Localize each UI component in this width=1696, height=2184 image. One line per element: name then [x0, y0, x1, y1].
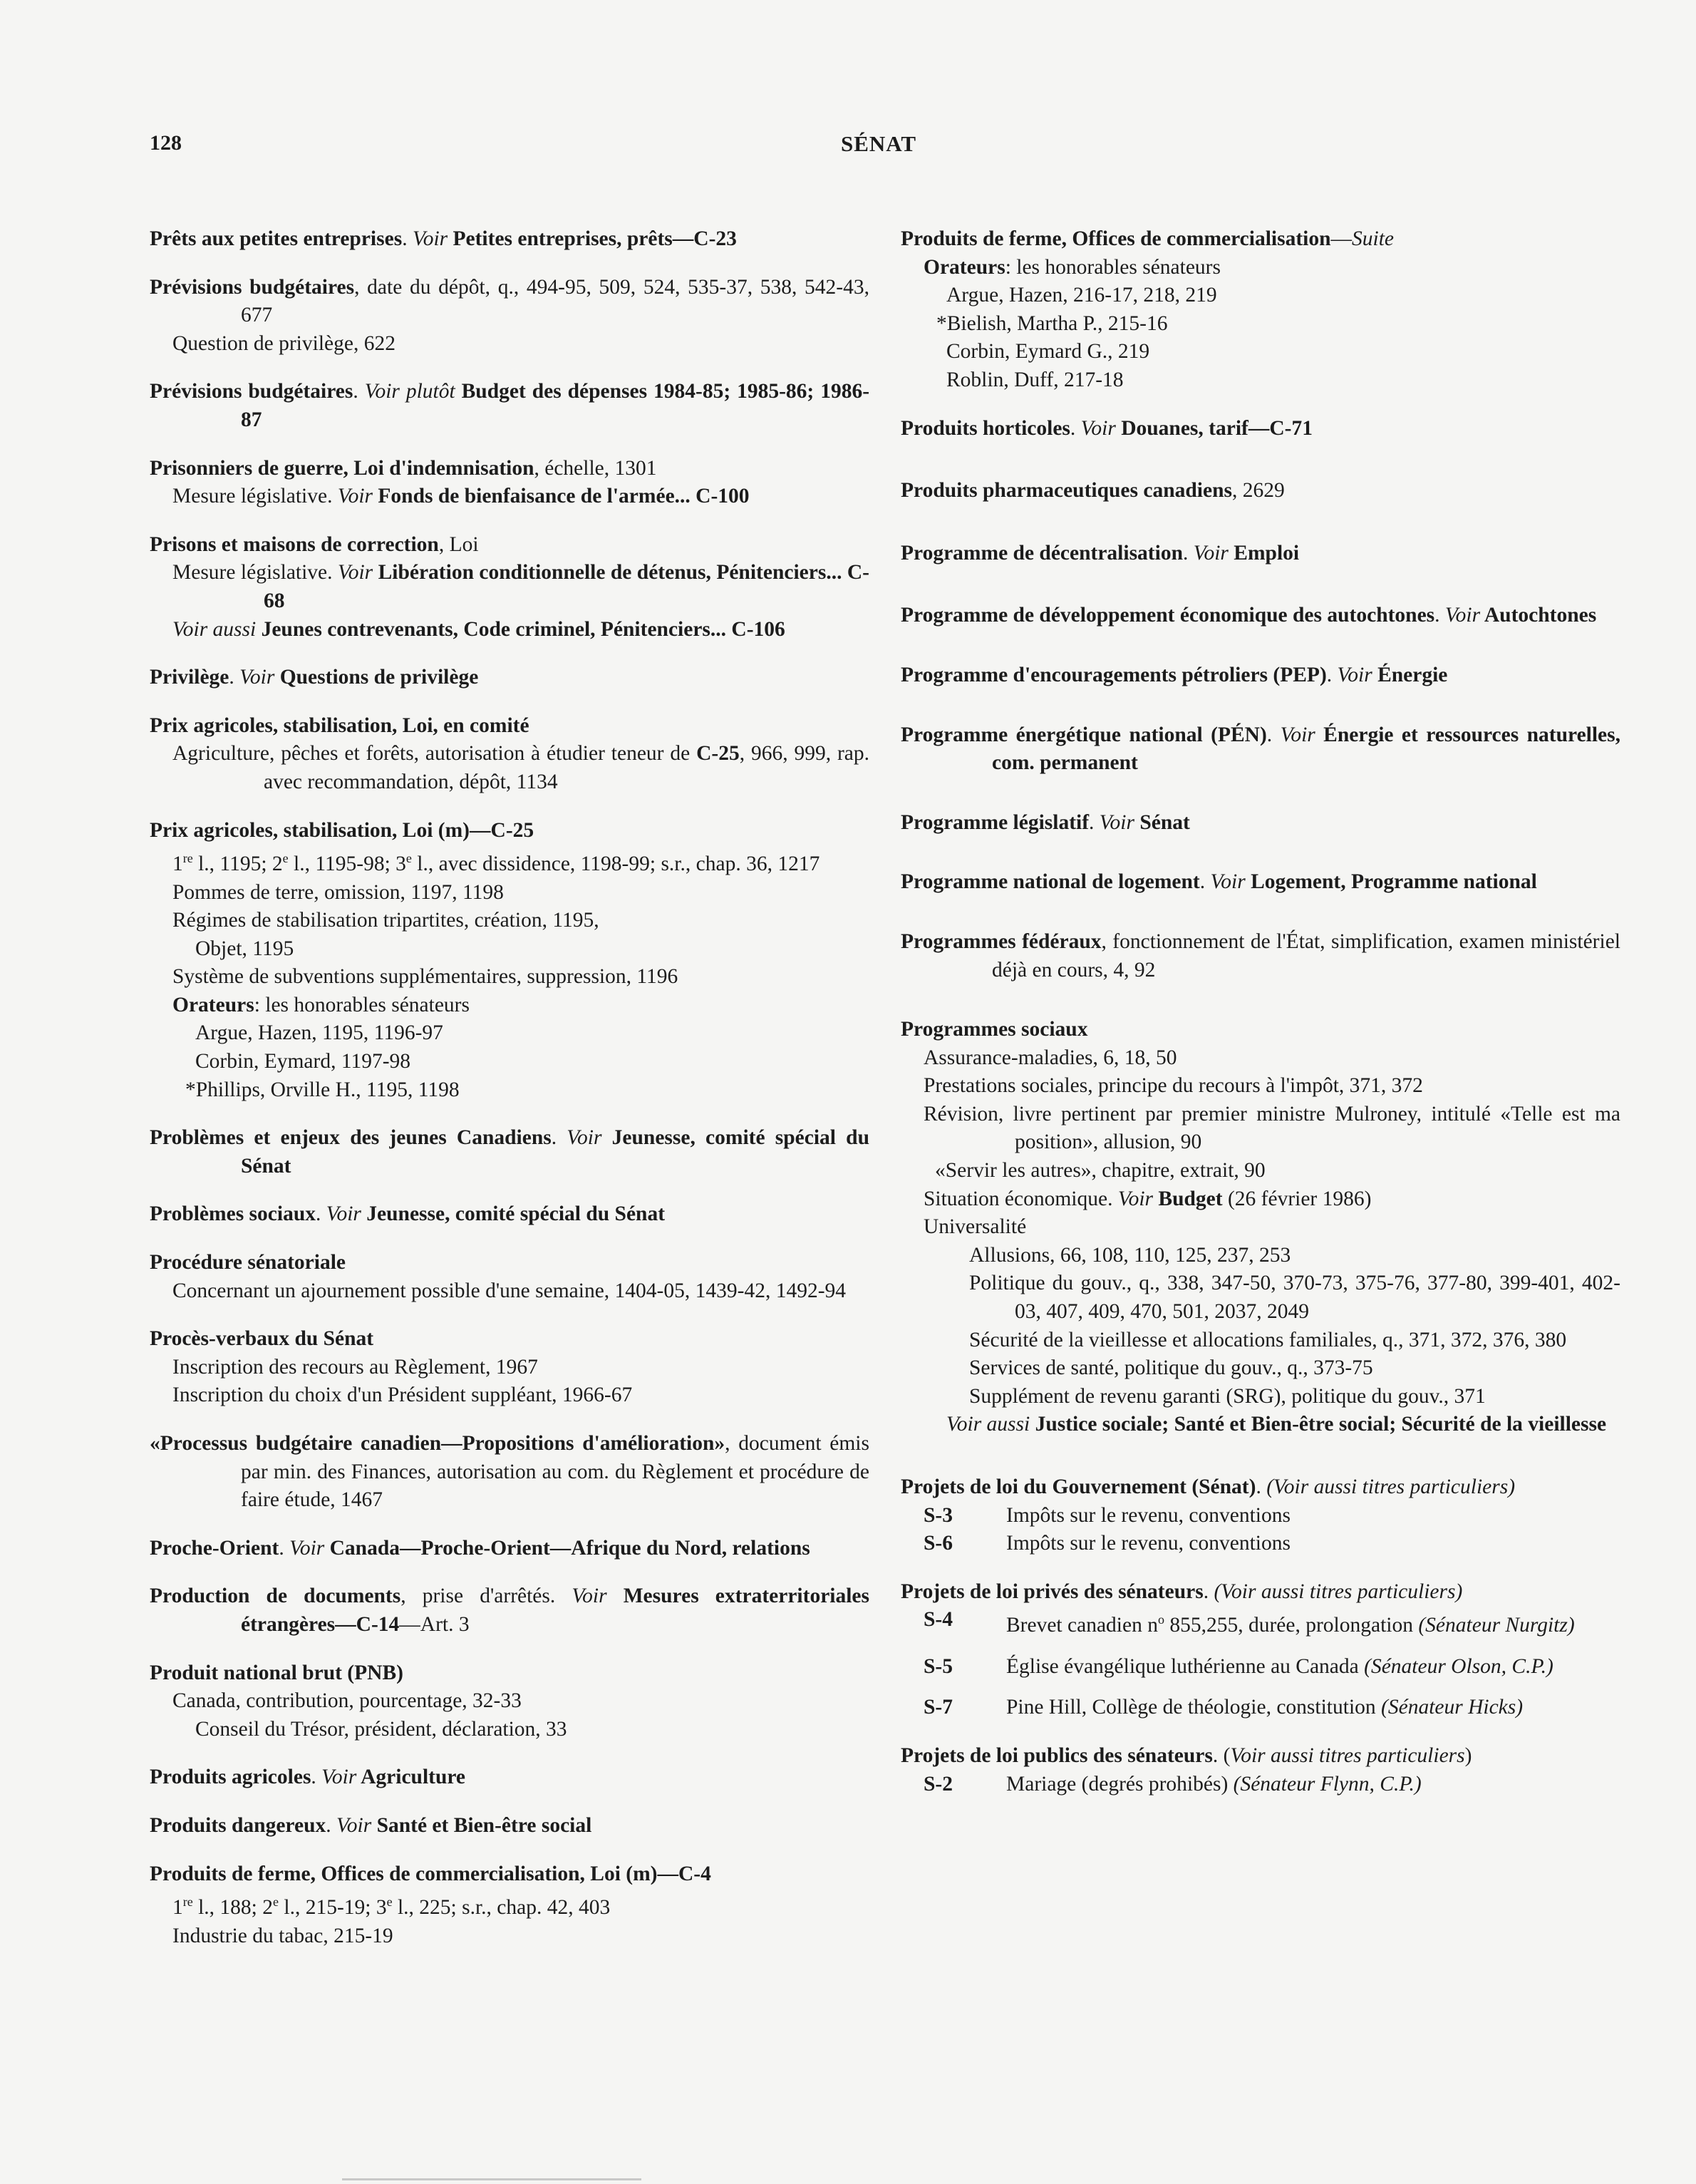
speaker: Argue, Hazen, 1195, 1196-97	[195, 1021, 443, 1045]
index-subentry: Orateurs: les honorables sénateurs	[924, 255, 1221, 279]
index-entry: Produits de ferme, Offices de commercialisation—Suite	[901, 227, 1395, 250]
index-entry: Prix agricoles, stabilisation, Loi, en comité	[150, 714, 529, 737]
page-edge-rule	[342, 2178, 641, 2180]
index-entry: Prisons et maisons de correction, Loi	[150, 532, 479, 556]
index-subentry: Pommes de terre, omission, 1197, 1198	[172, 880, 504, 904]
index-subentry: Situation économique. Voir Budget (26 février 1986)	[924, 1187, 1372, 1210]
index-entry: Prêts aux petites entreprises. Voir Petites entreprises, prêts—C-23	[150, 227, 737, 250]
right-column	[901, 225, 1620, 1798]
index-entry: Produit national brut (PNB)	[150, 1661, 403, 1684]
index-entry: «Processus budgétaire canadien—Propositions d'amélioration», document émis par min. des Finances, autorisation au com. du Règlement et procédure de faire étude, 1467	[150, 1432, 869, 1512]
index-subentry: Orateurs: les honorables sénateurs	[172, 993, 470, 1016]
index-subentry: «Servir les autres», chapitre, extrait, 90	[935, 1159, 1266, 1183]
index-entry: Prévisions budgétaires. Voir plutôt Budget des dépenses 1984-85; 1985-86; 1986-87	[150, 380, 870, 431]
index-subentry: Concernant un ajournement possible d'une semaine, 1404-05, 1439-42, 1492-94	[172, 1279, 847, 1302]
index-subentry: Politique du gouv., q., 338, 347-50, 370-73, 375-76, 377-80, 399-401, 402-03, 407, 409, 470, 501, 2037, 2049	[969, 1272, 1620, 1324]
index-entry: Programmes fédéraux, fonctionnement de l'État, simplification, examen ministériel déjà en cours, 4, 92	[901, 929, 1620, 982]
index-subentry: Allusions, 66, 108, 110, 125, 237, 253	[969, 1243, 1291, 1267]
index-entry: Problèmes et enjeux des jeunes Canadiens. Voir Jeunesse, comité spécial du Sénat	[150, 1126, 869, 1178]
index-subentry: Canada, contribution, pourcentage, 32-33	[172, 1689, 522, 1713]
index-subentry: Agriculture, pêches et forêts, autorisation à étudier teneur de C-25, 966, 999, rap. avec recommandation, dépôt, 1134	[172, 742, 869, 793]
index-subentry: Objet, 1195	[195, 937, 294, 960]
index-subentry: 1re l., 1195; 2e l., 1195-98; 3e l., avec dissidence, 1198-99; s.r., chap. 36, 1217	[172, 851, 820, 875]
index-entry: Procédure sénatoriale	[150, 1251, 346, 1274]
speaker: *Bielish, Martha P., 215-16	[936, 311, 1168, 335]
index-entry: Production de documents, prise d'arrêtés. Voir Mesures extraterritoriales étrangères—C-14—Art. 3	[150, 1585, 869, 1636]
index-entry: Produits de ferme, Offices de commercialisation, Loi (m)—C-4	[150, 1862, 711, 1885]
index-entry: Projets de loi du Gouvernement (Sénat). (Voir aussi titres particuliers)	[901, 1475, 1516, 1498]
index-entry: Programme de développement économique des autochtones. Voir Autochtones	[901, 604, 1597, 627]
index-entry: Produits agricoles. Voir Agriculture	[150, 1766, 466, 1789]
index-entry: Projets de loi privés des sénateurs. (Voir aussi titres particuliers)	[901, 1580, 1463, 1603]
index-entry: Programme énergétique national (PÉN). Voir Énergie et ressources naturelles, com. permanent	[901, 723, 1621, 775]
index-subentry: Conseil du Trésor, président, déclaration, 33	[195, 1717, 567, 1741]
index-entry: Produits pharmaceutiques canadiens, 2629	[901, 479, 1285, 503]
index-subentry: Question de privilège, 622	[172, 331, 395, 355]
speaker: Argue, Hazen, 216-17, 218, 219	[946, 284, 1217, 307]
index-subentry: Services de santé, politique du gouv., q., 373-75	[969, 1356, 1373, 1380]
index-subentry: Industrie du tabac, 215-19	[172, 1924, 393, 1947]
index-entry: Privilège. Voir Questions de privilège	[150, 666, 479, 689]
index-entry: Problèmes sociaux. Voir Jeunesse, comité spécial du Sénat	[150, 1202, 666, 1226]
bill-item: S-2 Mariage (degrés prohibés) (Sénateur Flynn, C.P.)	[924, 1772, 1422, 1796]
index-subentry: Voir aussi Justice sociale; Santé et Bien-être social; Sécurité de la vieillesse	[946, 1413, 1607, 1436]
index-subentry: Inscription du choix d'un Président suppléant, 1966-67	[172, 1384, 633, 1407]
speaker: *Phillips, Orville H., 1195, 1198	[185, 1078, 460, 1101]
bill-item: S-5 Église évangélique luthérienne au Canada (Sénateur Olson, C.P.)	[924, 1654, 1553, 1678]
index-entry: Programme d'encouragements pétroliers (PEP). Voir Énergie	[901, 663, 1448, 686]
index-subentry: Voir aussi Jeunes contrevenants, Code criminel, Pénitenciers... C-106	[172, 617, 785, 641]
bill-item: S-4 Brevet canadien $n^o$ 855,255, durée, prolongation (Sénateur Nurgitz)	[924, 1608, 1575, 1637]
index-entry: Programme de décentralisation. Voir Emploi	[901, 541, 1300, 565]
bill-item: S-6 Impôts sur le revenu, conventions	[924, 1532, 1291, 1555]
index-subentry: Révision, livre pertinent par premier ministre Mulroney, intitulé «Telle est ma position», allusion, 90	[924, 1102, 1620, 1154]
bill-item: S-7 Pine Hill, Collège de théologie, constitution (Sénateur Hicks)	[924, 1696, 1524, 1719]
running-head: SÉNAT	[841, 131, 917, 156]
index-subentry: Mesure législative. Voir Fonds de bienfaisance de l'armée... C-100	[172, 485, 750, 508]
speaker: Corbin, Eymard G., 219	[946, 340, 1150, 364]
index-entry: Prisonniers de guerre, Loi d'indemnisation, échelle, 1301	[150, 456, 657, 480]
bill-item: S-3 Impôts sur le revenu, conventions	[924, 1503, 1291, 1527]
index-subentry: Prestations sociales, principe du recours à l'impôt, 371, 372	[924, 1074, 1423, 1098]
speaker: Corbin, Eymard, 1197-98	[195, 1050, 411, 1073]
index-subentry: Régimes de stabilisation tripartites, création, 1195,	[172, 909, 599, 932]
index-subentry: Sécurité de la vieillesse et allocations familiales, q., 371, 372, 376, 380	[969, 1328, 1567, 1351]
index-subentry: Inscription des recours au Règlement, 1967	[172, 1355, 538, 1379]
index-entry: Prévisions budgétaires, date du dépôt, q., 494-95, 509, 524, 535-37, 538, 542-43, 677	[150, 275, 869, 327]
index-entry: Produits horticoles. Voir Douanes, tarif—C-71	[901, 416, 1313, 440]
left-column	[150, 225, 869, 1950]
speaker: Roblin, Duff, 217-18	[946, 368, 1124, 391]
index-subentry: Mesure législative. Voir Libération conditionnelle de détenus, Pénitenciers... C-68	[172, 561, 869, 612]
index-entry: Produits dangereux. Voir Santé et Bien-être social	[150, 1813, 592, 1837]
index-subentry: Supplément de revenu garanti (SRG), politique du gouv., 371	[969, 1384, 1486, 1408]
index-subentry: Système de subventions supplémentaires, suppression, 1196	[172, 965, 678, 989]
page-number: 128	[150, 131, 182, 155]
index-entry: Prix agricoles, stabilisation, Loi (m)—C-25	[150, 818, 534, 842]
index-subentry: Assurance-maladies, 6, 18, 50	[924, 1046, 1177, 1069]
index-subentry: Universalité	[924, 1215, 1027, 1239]
index-entry: Projets de loi publics des sénateurs. (Voir aussi titres particuliers)	[901, 1743, 1472, 1767]
index-entry: Programmes sociaux	[901, 1018, 1088, 1041]
index-entry: Programme national de logement. Voir Logement, Programme national	[901, 870, 1537, 894]
index-entry: Proche-Orient. Voir Canada—Proche-Orient—Afrique du Nord, relations	[150, 1536, 810, 1560]
index-entry: Procès-verbaux du Sénat	[150, 1327, 374, 1351]
index-entry: Programme législatif. Voir Sénat	[901, 810, 1190, 834]
index-subentry: 1re l., 188; 2e l., 215-19; 3e l., 225; s.r., chap. 42, 403	[172, 1895, 611, 1919]
